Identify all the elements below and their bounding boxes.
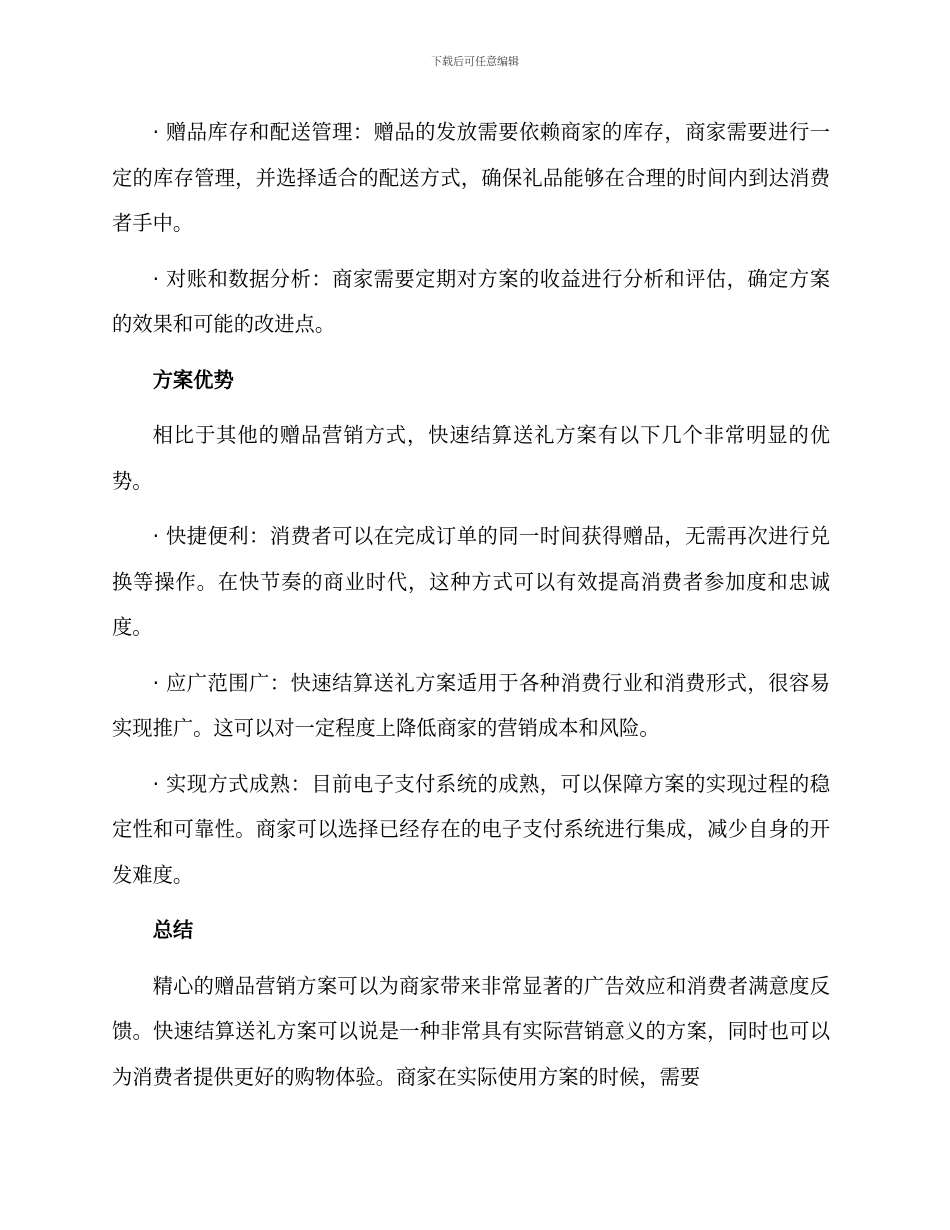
paragraph-advantages-intro: 相比于其他的赠品营销方式，快速结算送礼方案有以下几个非常明显的优势。 bbox=[112, 423, 830, 493]
section-heading-summary: 总结 bbox=[152, 918, 194, 942]
page-header-note: 下载后可任意编辑 bbox=[431, 55, 519, 68]
paragraph-convenience: · 快捷便利：消费者可以在完成订单的同一时间获得赠品，无需再次进行兑换等操作。在快节奏的商业时代，这种方式可以有效提高消费者参加度和忠诚度。 bbox=[112, 524, 830, 639]
paragraph-inventory-delivery: · 赠品库存和配送管理：赠品的发放需要依赖商家的库存，商家需要进行一定的库存管理，并选择适合的配送方式，确保礼品能够在合理的时间内到达消费者手中。 bbox=[112, 120, 830, 235]
paragraph-mature-implementation: · 实现方式成熟：目前电子支付系统的成熟，可以保障方案的实现过程的稳定性和可靠性。商家可以选择已经存在的电子支付系统进行集成，减少自身的开发难度。 bbox=[112, 771, 830, 887]
paragraph-reconciliation: · 对账和数据分析：商家需要定期对方案的收益进行分析和评估，确定方案的效果和可能的改进点。 bbox=[112, 266, 830, 336]
paragraph-wide-range: · 应广范围广：快速结算送礼方案适用于各种消费行业和消费形式，很容易实现推广。这可以对一定程度上降低商家的营销成本和风险。 bbox=[112, 670, 830, 740]
section-heading-advantages: 方案优势 bbox=[152, 367, 234, 392]
paragraph-summary: 精心的赠品营销方案可以为商家带来非常显著的广告效应和消费者满意度反馈。快速结算送礼方案可以说是一种非常具有实际营销意义的方案，同时也可以为消费者提供更好的购物体验。商家在实际使用方案的时候，需要 bbox=[112, 973, 830, 1089]
document-body bbox=[112, 110, 830, 1110]
